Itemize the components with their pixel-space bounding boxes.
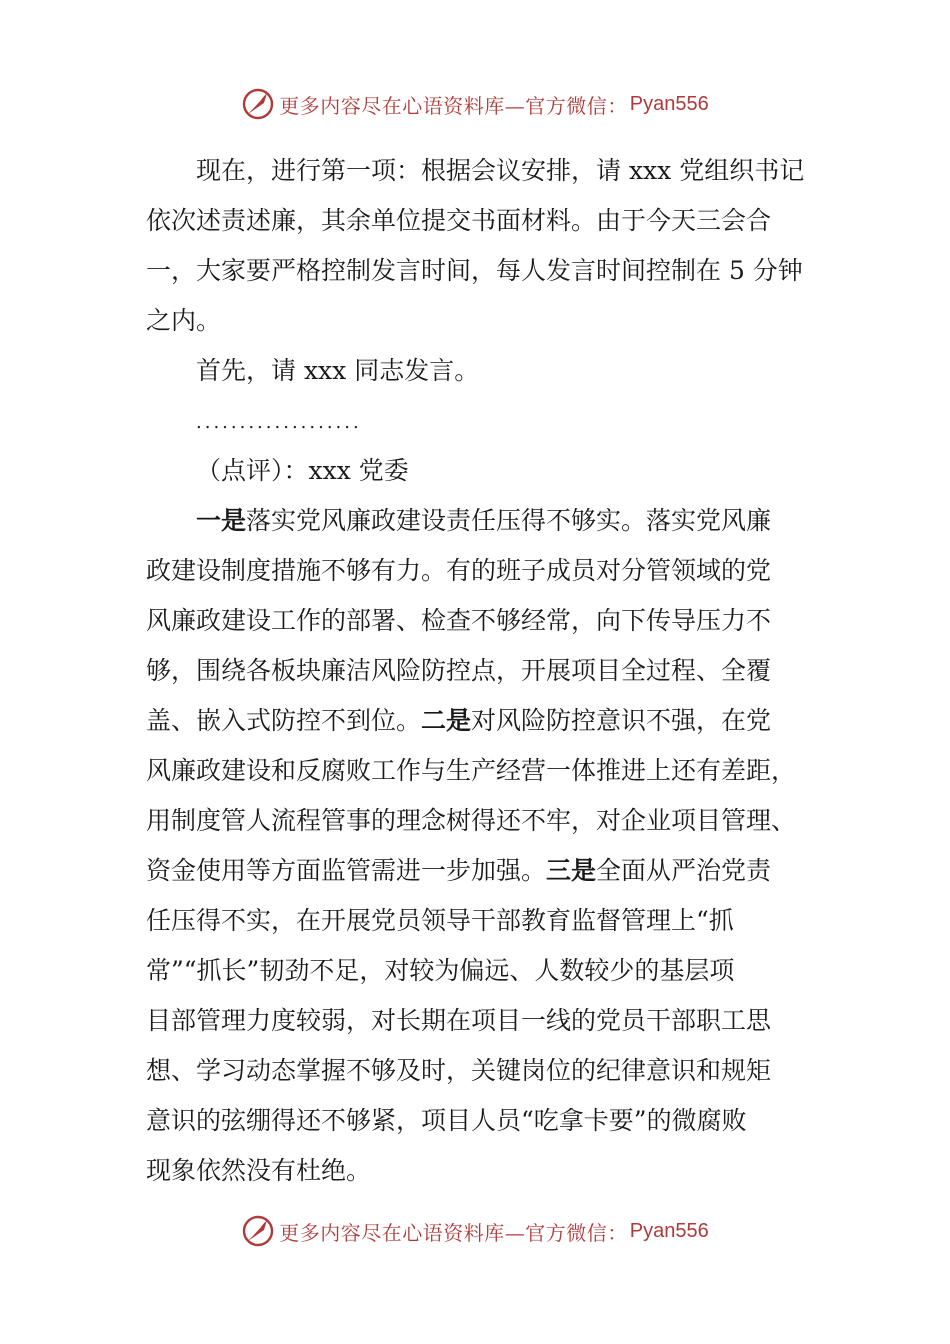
watermark-wechat-id: Pyan556 xyxy=(629,92,709,115)
paragraph-4-line-1: 一是落实党风廉政建设责任压得不够实。落实党风廉 xyxy=(196,506,772,535)
quill-logo-icon xyxy=(241,1214,275,1248)
point-two-label: 二是 xyxy=(421,706,472,735)
watermark-text: 更多内容尽在心语资料库—官方微信： xyxy=(279,93,628,118)
watermark-text: 更多内容尽在心语资料库—官方微信： xyxy=(279,1220,628,1245)
paragraph-4-line-5: 盖、嵌入式防控不到位。二是对风险防控意识不强，在党 xyxy=(146,706,772,735)
watermark-wechat-id: Pyan556 xyxy=(629,1219,709,1242)
paragraph-4-line-13: 意识的弦绷得还不够紧，项目人员“吃拿卡要”的微腐败 xyxy=(146,1106,747,1135)
paragraph-4-line-9: 任压得不实，在开展党员领导干部教育监督管理上“抓 xyxy=(146,906,734,935)
paragraph-4-line-7: 用制度管人流程管事的理念树得还不牢，对企业项目管理、 xyxy=(146,806,797,835)
comment-heading: （点评）：xxx 党委 xyxy=(196,456,409,485)
watermark-banner-top xyxy=(0,84,950,124)
paragraph-4-line-12: 想、学习动态掌握不够及时，关键岗位的纪律意识和规矩 xyxy=(146,1056,772,1085)
paragraph-4-line-11: 目部管理力度较弱，对长期在项目一线的党员干部职工思 xyxy=(146,1006,772,1035)
paragraph-1-line-3: 一，大家要严格控制发言时间，每人发言时间控制在 5 分钟 xyxy=(146,256,803,285)
paragraph-1-line-2: 依次述责述廉，其余单位提交书面材料。由于今天三会合 xyxy=(146,206,772,235)
paragraph-4-line-2: 政建设制度措施不够有力。有的班子成员对分管领域的党 xyxy=(146,556,772,585)
paragraph-1-line-1: 现在，进行第一项：根据会议安排，请 xxx 党组织书记 xyxy=(196,156,805,185)
point-three-label: 三是 xyxy=(546,856,597,885)
ellipsis-divider: ................... xyxy=(196,412,362,433)
point-one-label: 一是 xyxy=(196,506,247,535)
paragraph-4-line-14: 现象依然没有杜绝。 xyxy=(146,1156,372,1185)
paragraph-4-line-10: 常”“抓长”韧劲不足，对较为偏远、人数较少的基层项 xyxy=(146,956,735,985)
paragraph-4-line-8: 资金使用等方面监管需进一步加强。三是全面从严治党责 xyxy=(146,856,772,885)
paragraph-1-line-4: 之内。 xyxy=(146,306,222,335)
watermark-banner-bottom xyxy=(0,1211,950,1251)
paragraph-4-line-4: 够，围绕各板块廉洁风险防控点，开展项目全过程、全覆 xyxy=(146,656,772,685)
paragraph-4-line-3: 风廉政建设工作的部署、检查不够经常，向下传导压力不 xyxy=(146,606,772,635)
paragraph-4-line-6: 风廉政建设和反腐败工作与生产经营一体推进上还有差距， xyxy=(146,756,797,785)
paragraph-2: 首先，请 xxx 同志发言。 xyxy=(196,356,480,385)
quill-logo-icon xyxy=(241,87,275,121)
